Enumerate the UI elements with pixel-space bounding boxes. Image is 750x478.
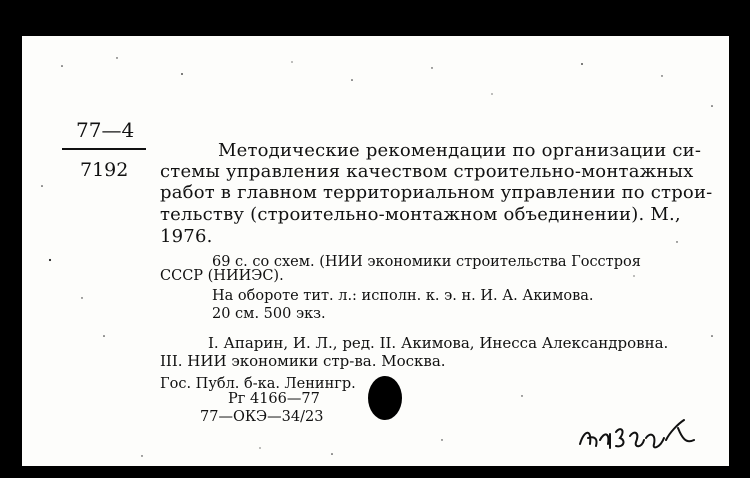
title-line: работ в главном территориальном управлении по строи- (160, 182, 713, 203)
punch-hole-icon (368, 376, 402, 420)
library-line: Гос. Публ. б-ка. Ленингр. (160, 376, 356, 392)
call-number-divider (62, 148, 146, 150)
library-line: 77—ОКЭ—34/23 (200, 409, 324, 425)
tracing-line: III. НИИ экономики стр-ва. Москва. (160, 352, 446, 370)
collation-line: СССР (НИИЭС). (160, 268, 284, 284)
collation-line: 69 с. со схем. (НИИ экономики строительства Госстроя (212, 254, 641, 270)
title-line: тельству (строительно-монтажном объединении). М., (160, 204, 681, 225)
tracing-line: I. Апарин, И. Л., ред. II. Акимова, Инесса Александровна. (208, 334, 669, 352)
signature-icon (574, 414, 704, 456)
catalog-card (22, 36, 729, 466)
title-line: Методические рекомендации по организации си- (218, 140, 702, 161)
title-line: 1976. (160, 226, 213, 247)
title-line: стемы управления качеством строительно-монтажных (160, 161, 694, 182)
library-line: Рг 4166—77 (228, 391, 320, 407)
call-number-top: 77—4 (76, 118, 135, 142)
collation-line: На обороте тит. л.: исполн. к. э. н. И. А. Акимова. (212, 288, 594, 304)
call-number-bottom: 7192 (80, 159, 129, 181)
collation-line: 20 см. 500 экз. (212, 306, 326, 322)
